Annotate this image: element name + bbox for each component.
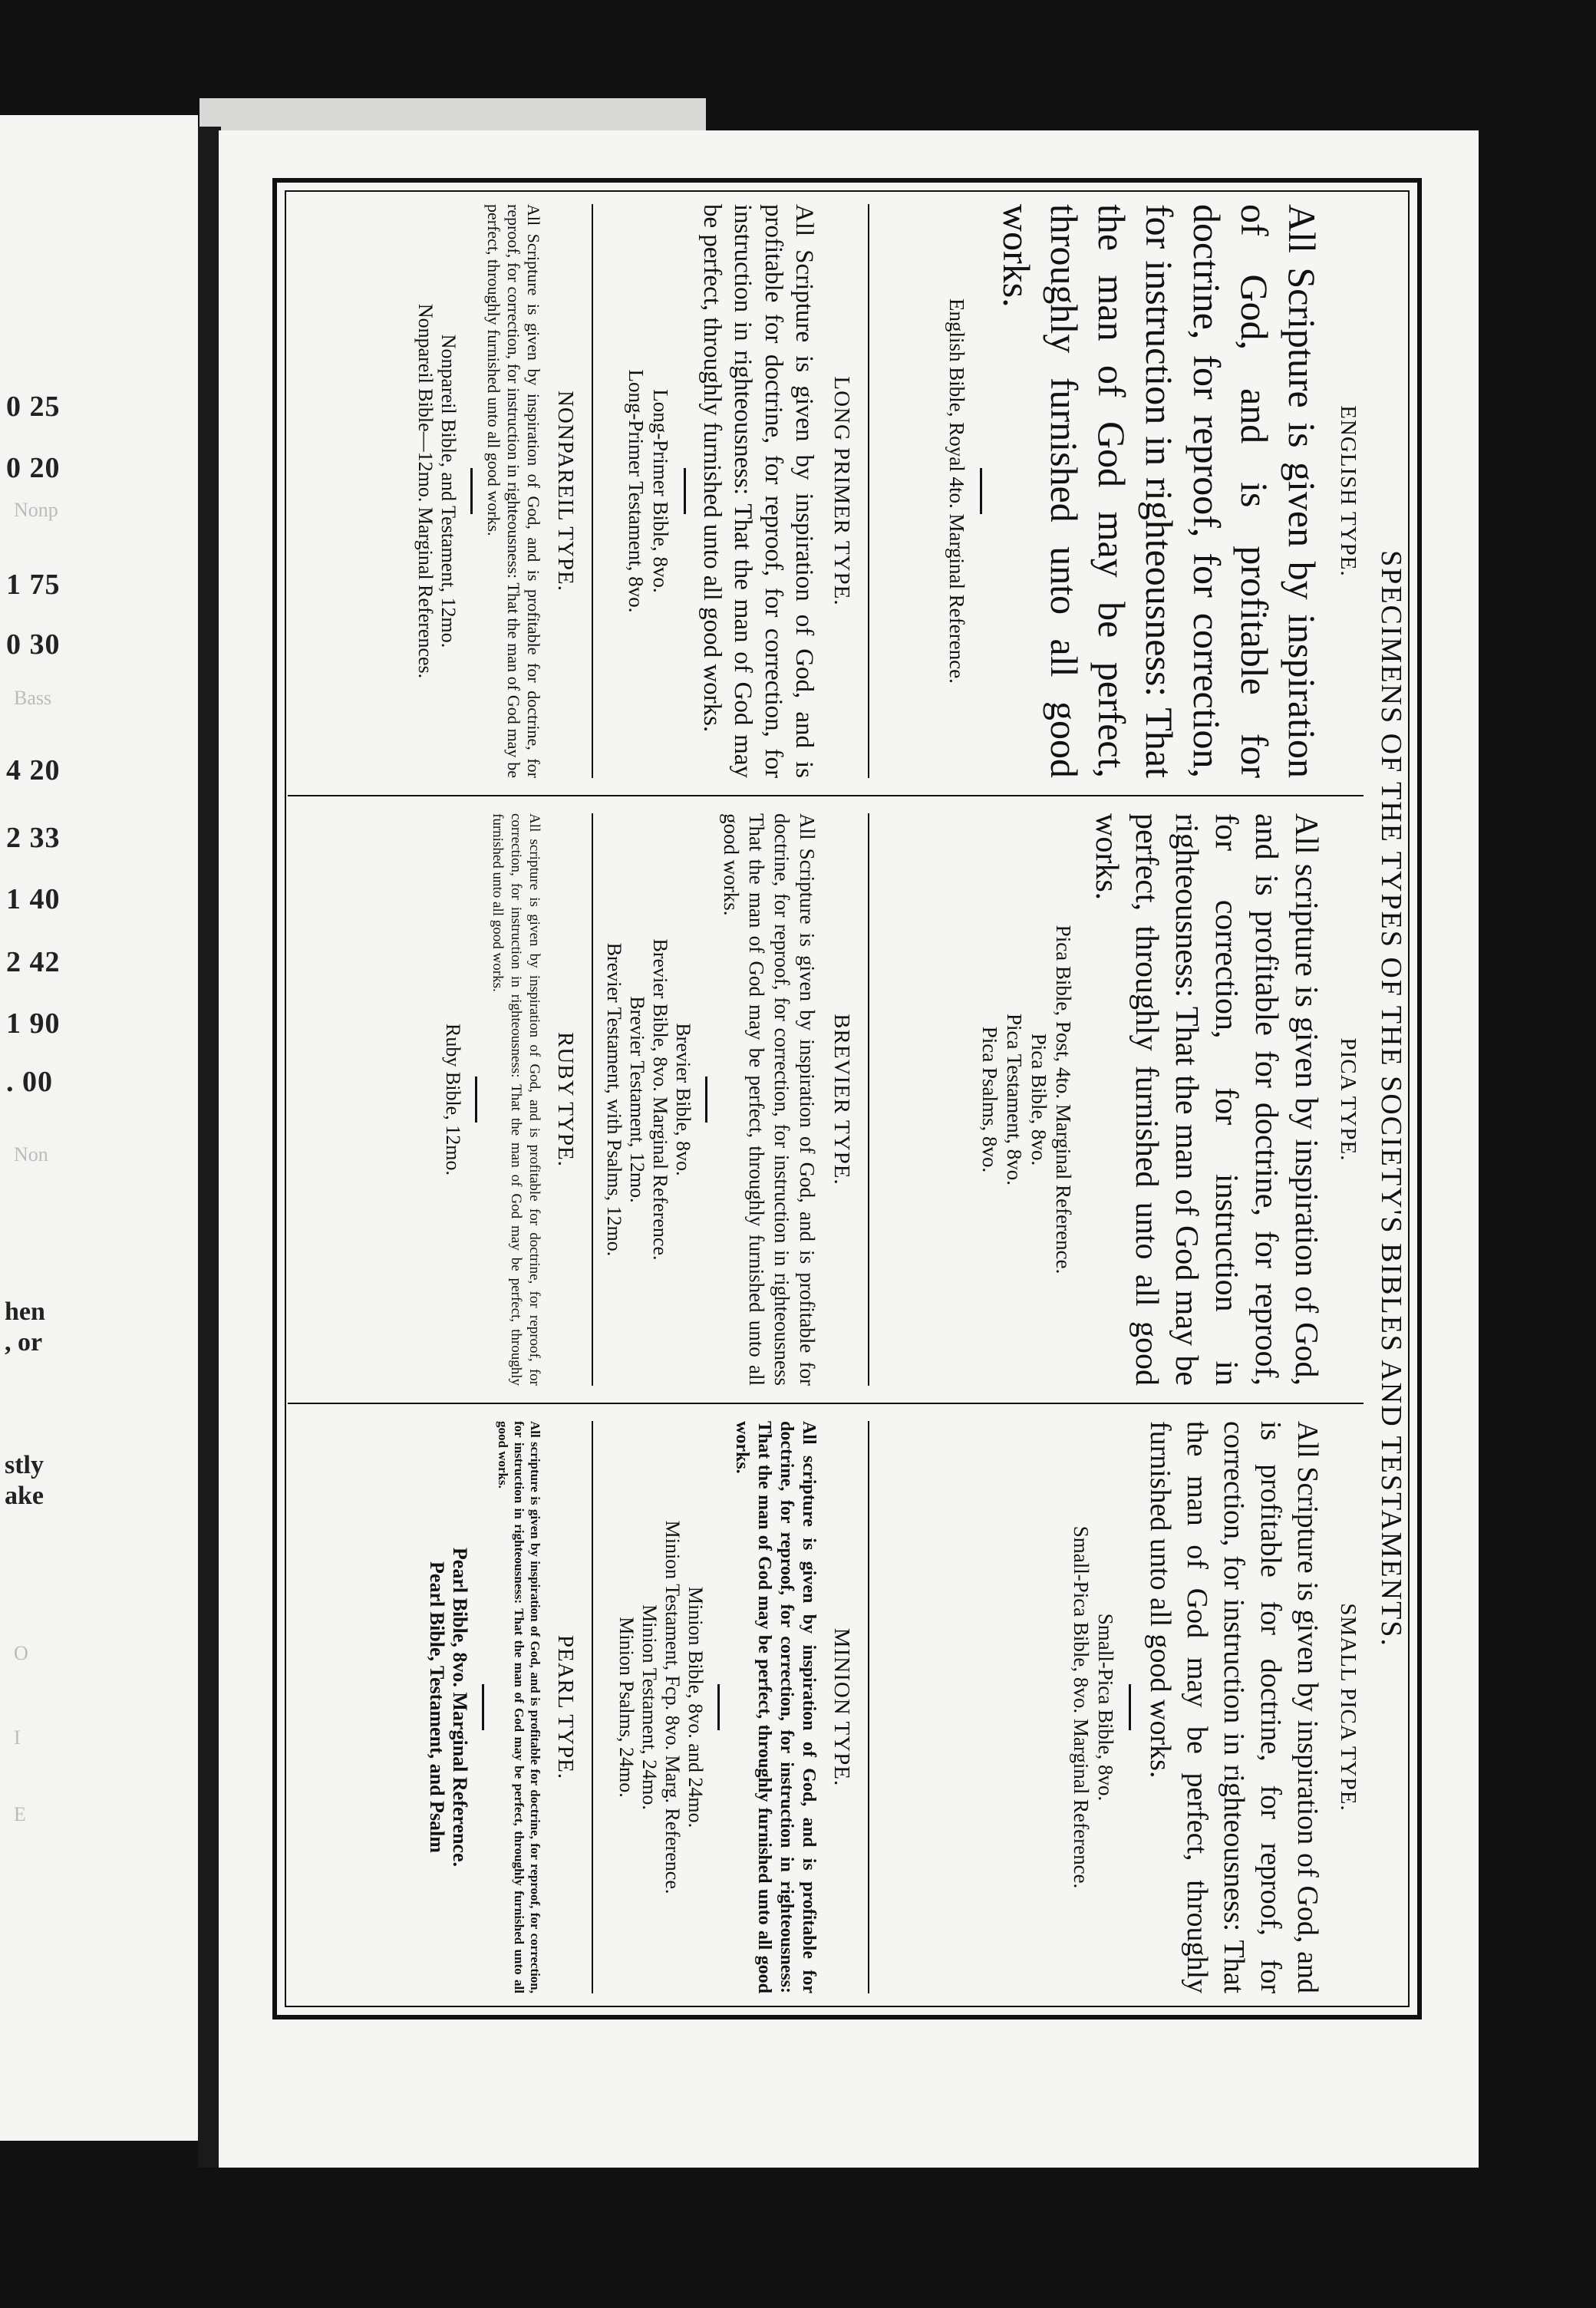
type-specimen: All scripture is given by inspiration of God, and is profitable for doctrine, for reproof, for correction, for instruction in righteousness: That the man of God may be perfect, throughly furnished unto all good works.: [490, 813, 542, 1386]
brevier-type-section: [593, 813, 869, 1386]
edition-line: Long-Primer Testament, 8vo.: [625, 369, 648, 613]
faint-text: Bass: [14, 687, 52, 709]
edition-line: Pica Bible, Post, 4to. Marginal Reference.: [1052, 925, 1075, 1274]
pica-type-section: [869, 813, 1360, 1386]
edition-line: Minion Testament, Fcp. 8vo. Marg. Reference.: [661, 1520, 684, 1894]
edition-line: Brevier Bible, 8vo. Marginal Reference.: [649, 938, 671, 1261]
long-primer-type-section: [593, 204, 869, 778]
column-1: [288, 187, 1364, 795]
divider: [705, 1077, 707, 1123]
edition-line: Brevier Bible, 8vo.: [672, 1023, 694, 1176]
faint-text: Nonp: [14, 499, 58, 521]
page-gutter: [198, 127, 221, 2168]
price: 0 25: [6, 391, 61, 423]
edition-line: Pearl Bible, Testament, and Psalm: [426, 1561, 448, 1853]
section-heading: BREVIER TYPE.: [829, 1014, 854, 1185]
price: 0 20: [6, 452, 61, 484]
type-specimen: All scripture is given by inspiration of God, and is profitable for doctrine, for reproof, for correction, for instruction in righteousness: That the man of God may be perfect, throughly furnished unto all good works.: [732, 1421, 819, 1993]
price: 1 90: [6, 1007, 61, 1040]
divider: [1129, 1684, 1131, 1730]
text-fragment: hen: [5, 1297, 45, 1326]
divider: [475, 1077, 477, 1123]
minion-type-section: [593, 1421, 869, 1993]
type-specimen: All scripture is given by inspiration of God, and is profitable for doctrine, for reproof, for correction, for instruction in righteousness: That the man of God may be perfect, throughly furnished unto all good works.: [1089, 813, 1324, 1386]
page-title: SPECIMENS OF THE TYPES OF THE SOCIETY'S BIBLES AND TESTAMENTS.: [1375, 550, 1407, 1647]
edition-line: Long-Primer Bible, 8vo.: [649, 389, 672, 593]
price: 1 40: [6, 883, 61, 915]
price: 1 75: [6, 569, 61, 601]
edition-line: Pica Psalms, 8vo.: [978, 1026, 1001, 1173]
type-specimen: All Scripture is given by inspiration of God, and is profitable for doctrine, for reproof, for correction, for instruction in righteousness: That the man of God may be perfect, throughly furnished unto all good works.: [698, 204, 818, 778]
edition-line: Small-Pica Bible, 8vo. Marginal Reference.: [1070, 1525, 1093, 1889]
edition-line: English Bible, Royal 4to. Marginal Reference.: [945, 298, 968, 684]
divider: [684, 468, 686, 514]
section-heading: SMALL PICA TYPE.: [1336, 1603, 1360, 1812]
edition-line: Small-Pica Bible, 8vo.: [1094, 1613, 1117, 1802]
section-heading: PICA TYPE.: [1336, 1037, 1360, 1162]
type-specimen: All Scripture is given by inspiration of God, and is profitable for doctrine, for reproof, for correction, for instruction in righteousness: That the man of God may be perfect, throughly furnished unto all good works.: [1144, 1421, 1324, 1993]
left-page-fragment: [0, 115, 198, 2141]
english-type-section: [869, 204, 1360, 778]
nonpareil-type-section: [294, 204, 593, 778]
price: 2 33: [6, 822, 61, 854]
faint-text: Non: [14, 1143, 48, 1166]
faint-text: I: [14, 1726, 21, 1749]
edition-line: Brevier Testament, with Psalms, 12mo.: [603, 942, 625, 1257]
edition-line: Pearl Bible, 8vo. Marginal Reference.: [449, 1547, 471, 1868]
divider: [470, 468, 473, 514]
price: 4 20: [6, 754, 61, 786]
faint-text: O: [14, 1642, 28, 1664]
ruby-type-section: [294, 813, 593, 1386]
text-fragment: , or: [5, 1328, 43, 1357]
section-heading: PEARL TYPE.: [553, 1634, 578, 1780]
column-3: [288, 1403, 1364, 2010]
edition-line: Pica Testament, 8vo.: [1003, 1013, 1026, 1186]
edition-line: Pica Bible, 8vo.: [1027, 1033, 1050, 1166]
price: 0 30: [6, 628, 61, 661]
edition-line: Nonpareil Bible—12mo. Marginal References.: [414, 303, 437, 679]
column-2: [288, 795, 1364, 1403]
rotated-specimen-sheet: [282, 187, 1413, 2010]
paper-strip: [200, 98, 706, 134]
divider: [980, 468, 982, 514]
edition-line: Minion Testament, 24mo.: [638, 1604, 661, 1810]
section-heading: ENGLISH TYPE.: [1336, 405, 1360, 577]
price: . 00: [6, 1066, 53, 1098]
type-specimen: All Scripture is given by inspiration of God, and is profitable for doctrine, for reproof, for correction, for instruction in righteousness That the man of God may be perfect, throughly furnished unto all good works.: [720, 813, 819, 1386]
faint-text: E: [14, 1803, 26, 1825]
section-heading: LONG PRIMER TYPE.: [829, 376, 854, 606]
divider: [482, 1684, 484, 1730]
type-specimen: All Scripture is given by inspiration of God, and is profitable for doctrine, for reproof, for correction, for instruction in righteousness: That the man of God may be perfect, throughly furnished unto all good works.: [995, 204, 1324, 778]
edition-line: Minion Psalms, 24mo.: [615, 1617, 638, 1798]
divider: [717, 1684, 720, 1730]
edition-line: Brevier Testament, 12mo.: [626, 996, 648, 1203]
text-fragment: ake: [5, 1482, 44, 1510]
pearl-type-section: [294, 1421, 593, 1993]
small-pica-type-section: [869, 1421, 1360, 1993]
type-specimen: All scripture is given by inspiration of God, and is profitable for doctrine, for reproof, for correction, for instruction in righteousness: That the man of God may be perfect, throughly furnished unto all good works.: [496, 1421, 542, 1993]
section-heading: RUBY TYPE.: [553, 1032, 578, 1167]
type-specimen: All Scripture is given by inspiration of God, and is profitable for doctrine, for reproof, for correction, for instruction in righteousness: That the man of God may be perfect, throughly furnished unto all good works.: [484, 204, 543, 778]
text-fragment: stly: [5, 1451, 44, 1479]
edition-line: Minion Bible, 8vo. and 24mo.: [684, 1586, 707, 1828]
price: 2 42: [6, 946, 61, 978]
edition-line: Ruby Bible, 12mo.: [442, 1024, 464, 1175]
section-heading: NONPAREIL TYPE.: [553, 390, 578, 592]
specimen-grid: [288, 187, 1364, 2010]
edition-line: Nonpareil Bible, and Testament, 12mo.: [437, 334, 460, 648]
section-heading: MINION TYPE.: [829, 1627, 854, 1787]
